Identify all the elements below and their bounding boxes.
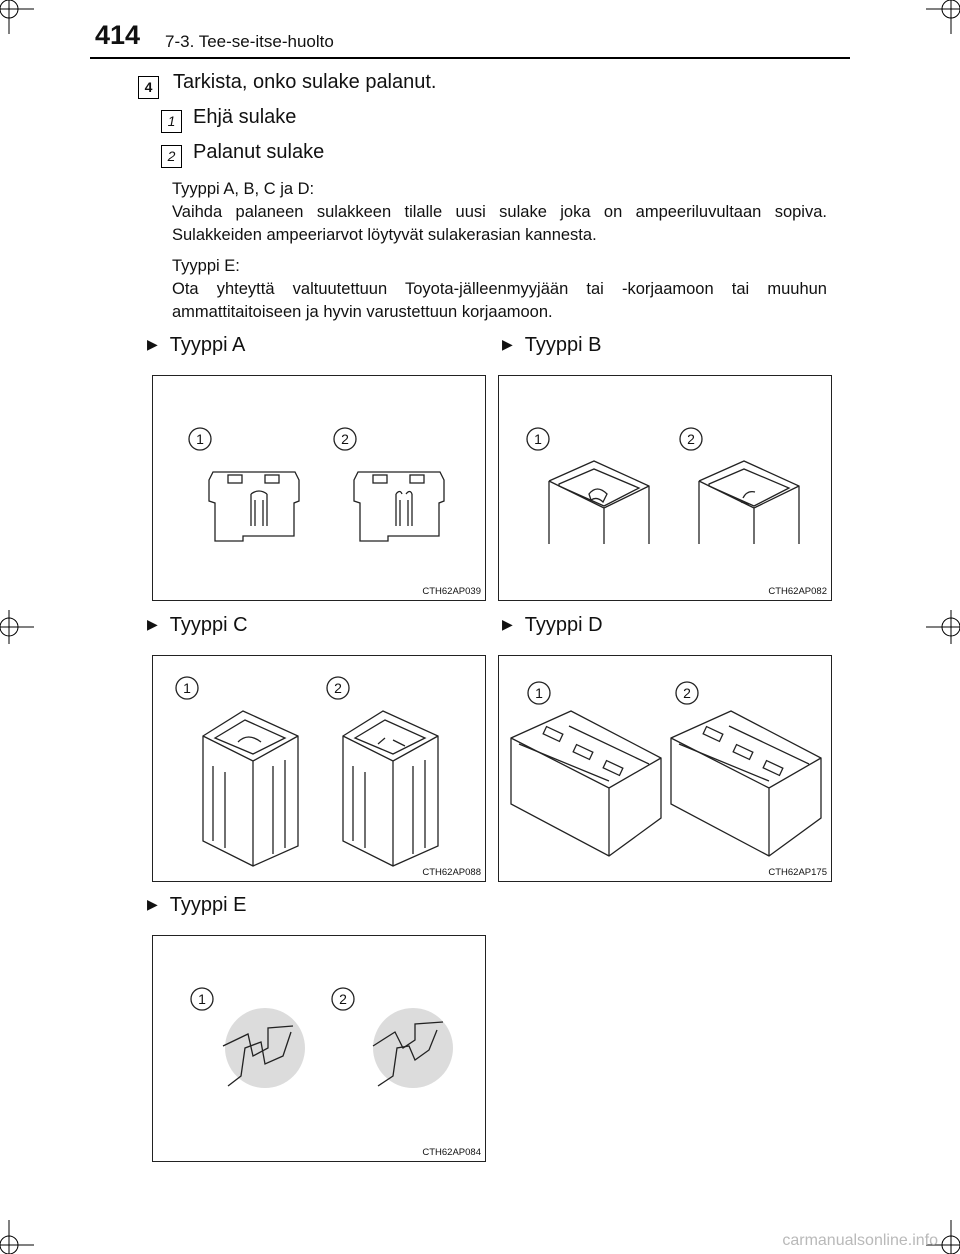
cartridge-fuse-icon [153,656,487,883]
page-number: 414 [95,20,141,50]
paragraph: Tyyppi E: [172,257,240,275]
step-number-badge: 4 [138,76,159,99]
figure-label: ▶ Tyyppi B [502,334,602,356]
paragraph: Tyyppi A, B, C ja D: [172,180,315,198]
triangle-bullet-icon: ▶ [147,616,158,632]
item-text: Ehjä sulake [193,106,297,128]
blade-fuse-icon [153,376,487,602]
item-number-badge: 1 [161,110,182,133]
crop-mark-icon [926,0,960,34]
crop-mark-icon [0,0,34,34]
figure-code: CTH62AP088 [422,867,481,878]
cartridge-fuse-icon [499,376,833,602]
step-text: Tarkista, onko sulake palanut. [173,71,437,93]
figure-label: ▶ Tyyppi C [147,614,248,636]
callout-number: 1 [183,680,191,696]
triangle-bullet-icon: ▶ [147,896,158,912]
watermark: carmanualsonline.info [782,1232,938,1249]
callout-number: 2 [339,991,347,1007]
callout-number: 2 [687,431,695,447]
callout-number: 1 [534,431,542,447]
section-title: 7-3. Tee-se-itse-huolto [165,32,334,51]
paragraph: Ota yhteyttä valtuutettuun Toyota-jälleenmyyjään tai -korjaamoon tai muuhun ammattitaitoiseen ja hyvin varustettuun korjaamoon. [172,280,827,321]
header-divider [90,57,850,59]
item-text: Palanut sulake [193,141,325,163]
crop-mark-icon [926,610,960,644]
paragraph: Vaihda palaneen sulakkeen tilalle uusi sulake joka on ampeeriluvultaan sopiva. Sulakkeiden ampeeriarvot löytyvät sulakerasian kannesta. [172,203,827,244]
figure-code: CTH62AP175 [768,867,827,878]
callout-number: 2 [341,431,349,447]
figure-label: ▶ Tyyppi E [147,894,247,916]
figure-panel-type-c [152,655,486,882]
figure-code: CTH62AP082 [768,586,827,597]
triangle-bullet-icon: ▶ [502,336,513,352]
crop-mark-icon [0,1220,34,1254]
figure-label: ▶ Tyyppi D [502,614,603,636]
figure-label: ▶ Tyyppi A [147,334,246,356]
callout-number: 1 [196,431,204,447]
callout-number: 1 [198,991,206,1007]
triangle-bullet-icon: ▶ [147,336,158,352]
fusible-link-icon [153,936,487,1163]
callout-number: 1 [535,685,543,701]
box-fuse-icon [499,656,833,883]
figure-panel-type-b [498,375,832,601]
triangle-bullet-icon: ▶ [502,616,513,632]
figure-panel-type-a [152,375,486,601]
figure-panel-type-d [498,655,832,882]
callout-number: 2 [334,680,342,696]
figure-panel-type-e [152,935,486,1162]
callout-number: 2 [683,685,691,701]
figure-code: CTH62AP084 [422,1147,481,1158]
crop-mark-icon [0,610,34,644]
figure-code: CTH62AP039 [422,586,481,597]
item-number-badge: 2 [161,145,182,168]
